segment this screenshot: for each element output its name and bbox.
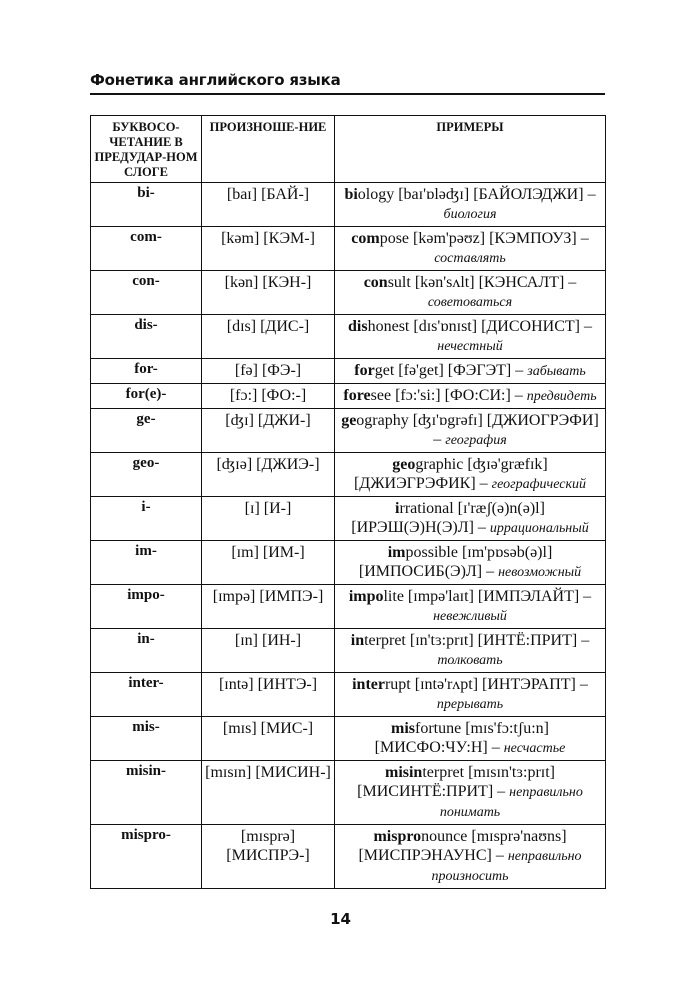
pronunciation: [ɪn] [ИН-]	[202, 629, 335, 673]
table-row	[91, 497, 606, 541]
example	[335, 183, 606, 227]
example-translation: предвидеть	[526, 389, 597, 404]
pronunciation: [kən] [КЭН-]	[202, 271, 335, 315]
letter-combination: i-	[91, 497, 202, 541]
example-translation: невежливый	[433, 609, 507, 624]
example-translation: географический	[491, 477, 587, 492]
example-transcription: rrational [ɪ'ræʃ(ə)n(ə)l] [ИРЭШ(Э)Н(Э)Л] –	[351, 500, 545, 536]
table-row	[91, 761, 606, 825]
example-prefix: fore	[343, 387, 371, 404]
example-prefix: mispro	[373, 828, 422, 845]
example	[335, 825, 606, 889]
table-row	[91, 717, 606, 761]
pronunciation: [dɪs] [ДИС-]	[202, 315, 335, 359]
example-prefix: ge	[341, 412, 357, 429]
example-translation: нечестный	[437, 339, 503, 354]
example-prefix: con	[363, 274, 388, 291]
letter-combination: inter-	[91, 673, 202, 717]
example-translation: толковать	[437, 653, 503, 668]
example	[335, 384, 606, 409]
example-translation: география	[445, 433, 507, 448]
pronunciation: [kəm] [КЭМ-]	[202, 227, 335, 271]
example	[335, 271, 606, 315]
pronunciation: [fə] [ФЭ-]	[202, 359, 335, 384]
table-row	[91, 183, 606, 227]
letter-combination: mispro-	[91, 825, 202, 889]
letter-combination: ge-	[91, 409, 202, 453]
example	[335, 359, 606, 384]
column-header-pronunciation: ПРОИЗНОШЕ-НИЕ	[202, 116, 335, 183]
running-title: Фонетика английского языка	[90, 71, 341, 89]
example-transcription: get [fə'get] [ФЭГЭТ] –	[374, 362, 528, 379]
letter-combination: dis-	[91, 315, 202, 359]
table-row	[91, 409, 606, 453]
pronunciation: [fɔ:] [ФО:-]	[202, 384, 335, 409]
example-prefix: mis	[391, 720, 416, 737]
example-transcription: lite [ɪmpə'laɪt] [ИМПЭЛАЙТ] –	[383, 588, 592, 605]
example-translation: неправильно понимать	[439, 785, 583, 820]
example-transcription: sult [kən'sʌlt] [КЭНСАЛТ] –	[387, 274, 577, 291]
example-prefix: bi	[344, 186, 358, 203]
pronunciation: [ɪmpə] [ИМПЭ-]	[202, 585, 335, 629]
example-prefix: in	[350, 632, 365, 649]
example-transcription: see [fɔ:'si:] [ФО:СИ:] –	[370, 387, 527, 404]
example	[335, 315, 606, 359]
letter-combination: misin-	[91, 761, 202, 825]
pronunciation: [mɪsprə] [МИСПРЭ-]	[202, 825, 335, 889]
letter-combination: impo-	[91, 585, 202, 629]
example-transcription: nounce [mɪsprə'naʊns] [МИСПРЭНАУНС] –	[358, 828, 567, 864]
example-prefix: com	[351, 230, 380, 247]
example-transcription: possible [ɪm'pɒsəb(ə)l] [ИМПОСИБ(Э)Л] –	[358, 544, 553, 580]
column-header-combination: БУКВОСО-ЧЕТАНИЕ В ПРЕДУДАР-НОМ СЛОГЕ	[91, 116, 202, 183]
example-translation: иррациональный	[489, 521, 589, 536]
pronunciation: [baɪ] [БАЙ-]	[202, 183, 335, 227]
pronunciation-table	[90, 115, 606, 889]
table-header-row	[91, 116, 606, 183]
example-transcription: ography [ʤɪ'ɒgrəfɪ] [ДЖИОГРЭФИ] –	[356, 412, 599, 448]
table-row	[91, 315, 606, 359]
example-transcription: terpret [mɪsɪn'tɜ:prɪt] [МИСИНТЁ:ПРИТ] –	[357, 764, 556, 800]
example-translation: прерывать	[436, 697, 504, 712]
pronunciation: [ʤɪ] [ДЖИ-]	[202, 409, 335, 453]
table-row	[91, 359, 606, 384]
example-prefix: for	[354, 362, 375, 379]
example-transcription: pose [kəm'pəʊz] [КЭМПОУЗ] –	[379, 230, 589, 247]
example-translation: биология	[443, 207, 497, 222]
letter-combination: mis-	[91, 717, 202, 761]
example-transcription: honest [dɪs'ɒnɪst] [ДИСОНИСТ] –	[367, 318, 592, 335]
example-translation: советоваться	[427, 295, 513, 310]
example-prefix: geo	[392, 456, 416, 473]
column-header-examples: ПРИМЕРЫ	[335, 116, 606, 183]
example-prefix: impo	[348, 588, 384, 605]
example-transcription: terpret [ɪn'tɜ:prɪt] [ИНТЁ:ПРИТ] –	[364, 632, 590, 649]
pronunciation: [mɪs] [МИС-]	[202, 717, 335, 761]
example	[335, 717, 606, 761]
example	[335, 629, 606, 673]
letter-combination: com-	[91, 227, 202, 271]
example-prefix: inter	[352, 676, 385, 693]
example-translation: забывать	[527, 364, 586, 379]
table-row	[91, 227, 606, 271]
example	[335, 585, 606, 629]
table-row	[91, 384, 606, 409]
pronunciation: [ɪntə] [ИНТЭ-]	[202, 673, 335, 717]
example-prefix: i	[395, 500, 400, 517]
pronunciation: [ɪ] [И-]	[202, 497, 335, 541]
example	[335, 453, 606, 497]
letter-combination: for-	[91, 359, 202, 384]
example-translation: несчастье	[503, 741, 566, 756]
page-header	[90, 70, 605, 95]
page-number: 14	[330, 910, 351, 928]
example-prefix: im	[387, 544, 406, 561]
pronunciation: [mɪsɪn] [МИСИН-]	[202, 761, 335, 825]
pronunciation: [ʤɪə] [ДЖИЭ-]	[202, 453, 335, 497]
example	[335, 409, 606, 453]
example-transcription: graphic [ʤɪə'græfɪk] [ДЖИЭГРЭФИК] –	[353, 456, 548, 492]
example-transcription: rupt [ɪntə'rʌpt] [ИНТЭРАПТ] –	[384, 676, 588, 693]
letter-combination: im-	[91, 541, 202, 585]
example-prefix: misin	[384, 764, 423, 781]
example-translation: невозможный	[498, 565, 582, 580]
example	[335, 541, 606, 585]
example	[335, 497, 606, 541]
example-translation: неправильно произносить	[431, 849, 582, 884]
letter-combination: bi-	[91, 183, 202, 227]
example	[335, 673, 606, 717]
letter-combination: con-	[91, 271, 202, 315]
example-transcription: ology [baɪ'ɒləʤɪ] [БАЙОЛЭДЖИ] –	[357, 186, 596, 203]
pronunciation: [ɪm] [ИМ-]	[202, 541, 335, 585]
example-transcription: fortune [mɪs'fɔ:tʃu:n] [МИСФО:ЧУ:Н] –	[374, 720, 549, 756]
example	[335, 227, 606, 271]
table-row	[91, 673, 606, 717]
example-translation: составлять	[434, 251, 506, 266]
table-row	[91, 541, 606, 585]
example	[335, 761, 606, 825]
table-row	[91, 629, 606, 673]
letter-combination: in-	[91, 629, 202, 673]
table-row	[91, 271, 606, 315]
letter-combination: geo-	[91, 453, 202, 497]
table-row	[91, 825, 606, 889]
table-row	[91, 585, 606, 629]
example-prefix: dis	[348, 318, 368, 335]
table-row	[91, 453, 606, 497]
letter-combination: for(e)-	[91, 384, 202, 409]
